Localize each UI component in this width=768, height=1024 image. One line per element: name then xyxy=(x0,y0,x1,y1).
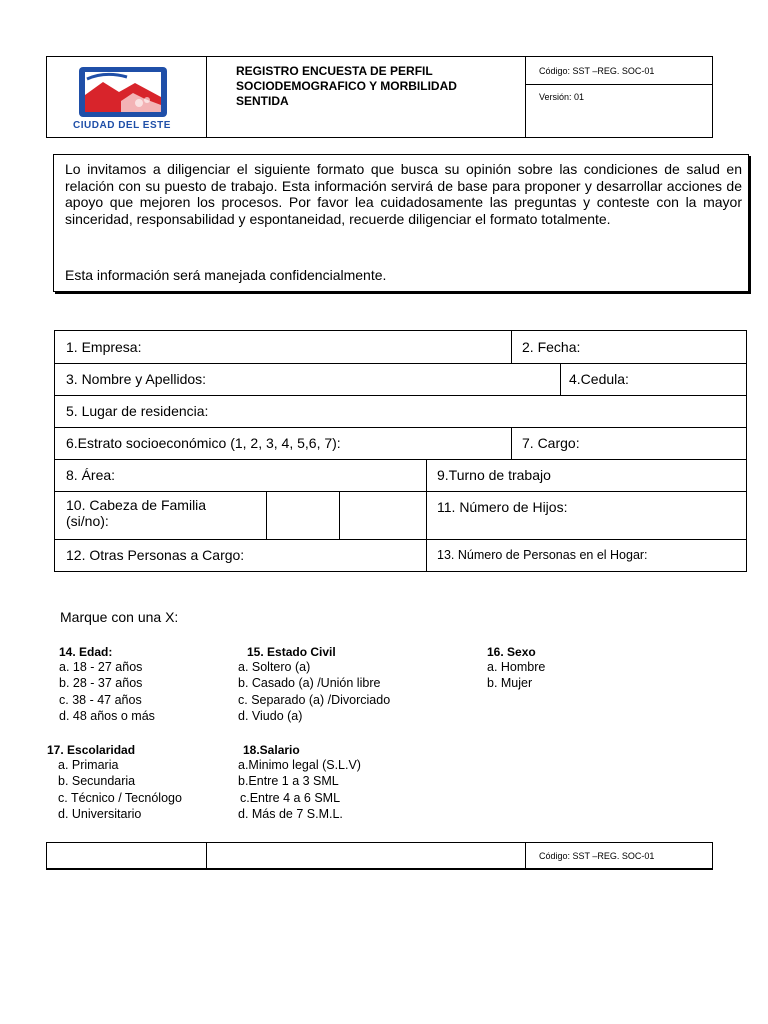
document-footer xyxy=(46,842,713,870)
mark-instruction: Marque con una X: xyxy=(60,609,179,625)
option: c. 38 - 47 años xyxy=(59,692,142,707)
field-cargo: 7. Cargo: xyxy=(522,435,580,451)
option: a. Hombre xyxy=(487,660,546,674)
document-header xyxy=(46,56,713,138)
logo xyxy=(61,65,191,133)
option: d. Más de 7 S.M.L. xyxy=(238,806,343,821)
field-turno: 9.Turno de trabajo xyxy=(437,467,551,483)
option: b. Secundaria xyxy=(58,774,136,789)
section-salario xyxy=(238,743,361,822)
section-edad xyxy=(59,645,155,724)
option: d. 48 años o más xyxy=(59,708,155,723)
cabeza-line-1: 10. Cabeza de Familia xyxy=(66,497,207,513)
option: b.Entre 1 a 3 SML xyxy=(238,774,339,789)
document-version: Versión: 01 xyxy=(539,92,585,102)
section-title: 16. Sexo xyxy=(487,645,536,659)
option: c.Entre 4 a 6 SML xyxy=(240,790,341,805)
option: b. Mujer xyxy=(487,676,533,691)
option: a.Minimo legal (S.L.V) xyxy=(238,758,361,772)
option: b. 28 - 37 años xyxy=(59,676,143,691)
field-otras-personas: 12. Otras Personas a Cargo: xyxy=(66,547,245,563)
document-code: Código: SST –REG. SOC-01 xyxy=(539,66,655,76)
option: a. Soltero (a) xyxy=(238,660,311,674)
field-cabeza-familia xyxy=(66,497,206,529)
field-personas-hogar: 13. Número de Personas en el Hogar: xyxy=(437,548,648,562)
option: b. Casado (a) /Unión libre xyxy=(238,676,381,691)
logo-text: CIUDAD DEL ESTE xyxy=(73,120,171,131)
intro-box xyxy=(53,154,749,292)
field-lugar: 5. Lugar de residencia: xyxy=(66,403,209,419)
option: a. 18 - 27 años xyxy=(59,660,143,674)
personal-data-table xyxy=(54,330,747,572)
section-title: 15. Estado Civil xyxy=(247,645,336,659)
footer-code: Código: SST –REG. SOC-01 xyxy=(539,851,655,861)
field-area: 8. Área: xyxy=(66,467,116,483)
confidential-note: Esta información será manejada confidencialmente. xyxy=(65,267,387,283)
intro-paragraph: Lo invitamos a diligenciar el siguiente formato que busca su opinión sobre las condiciones de salud en relación con su puesto de trabajo. Esta información servirá de base para proponer y desarrollar acciones de apoyo que mejoren los procesos. Por favor lea cuidadosamente las preguntas y conteste con la mayor sinceridad, responsabilidad y espontaneidad, recuerde diligenciar el formato totalmente. xyxy=(65,161,742,227)
section-estado-civil xyxy=(238,645,390,724)
field-estrato: 6.Estrato socioeconómico (1, 2, 3, 4, 5,6, 7): xyxy=(66,435,341,451)
option: c. Separado (a) /Divorciado xyxy=(238,692,391,707)
option: d. Universitario xyxy=(58,806,142,821)
section-escolaridad xyxy=(47,743,182,822)
section-title: 14. Edad: xyxy=(59,645,113,659)
option: d. Viudo (a) xyxy=(238,708,303,723)
option: a. Primaria xyxy=(58,758,119,772)
document-title: REGISTRO ENCUESTA DE PERFIL SOCIODEMOGRAFICO Y MORBILIDAD SENTIDA xyxy=(236,64,457,108)
section-title: 17. Escolaridad xyxy=(47,743,136,757)
field-hijos: 11. Número de Hijos: xyxy=(437,499,568,515)
option: c. Técnico / Tecnólogo xyxy=(58,790,182,805)
field-cedula: 4.Cedula: xyxy=(569,371,629,387)
cabeza-line-2: (si/no): xyxy=(66,513,109,529)
section-sexo xyxy=(487,645,545,692)
field-fecha: 2. Fecha: xyxy=(522,339,581,355)
section-title: 18.Salario xyxy=(243,743,300,757)
field-empresa: 1. Empresa: xyxy=(66,339,142,355)
field-nombre: 3. Nombre y Apellidos: xyxy=(66,371,207,387)
